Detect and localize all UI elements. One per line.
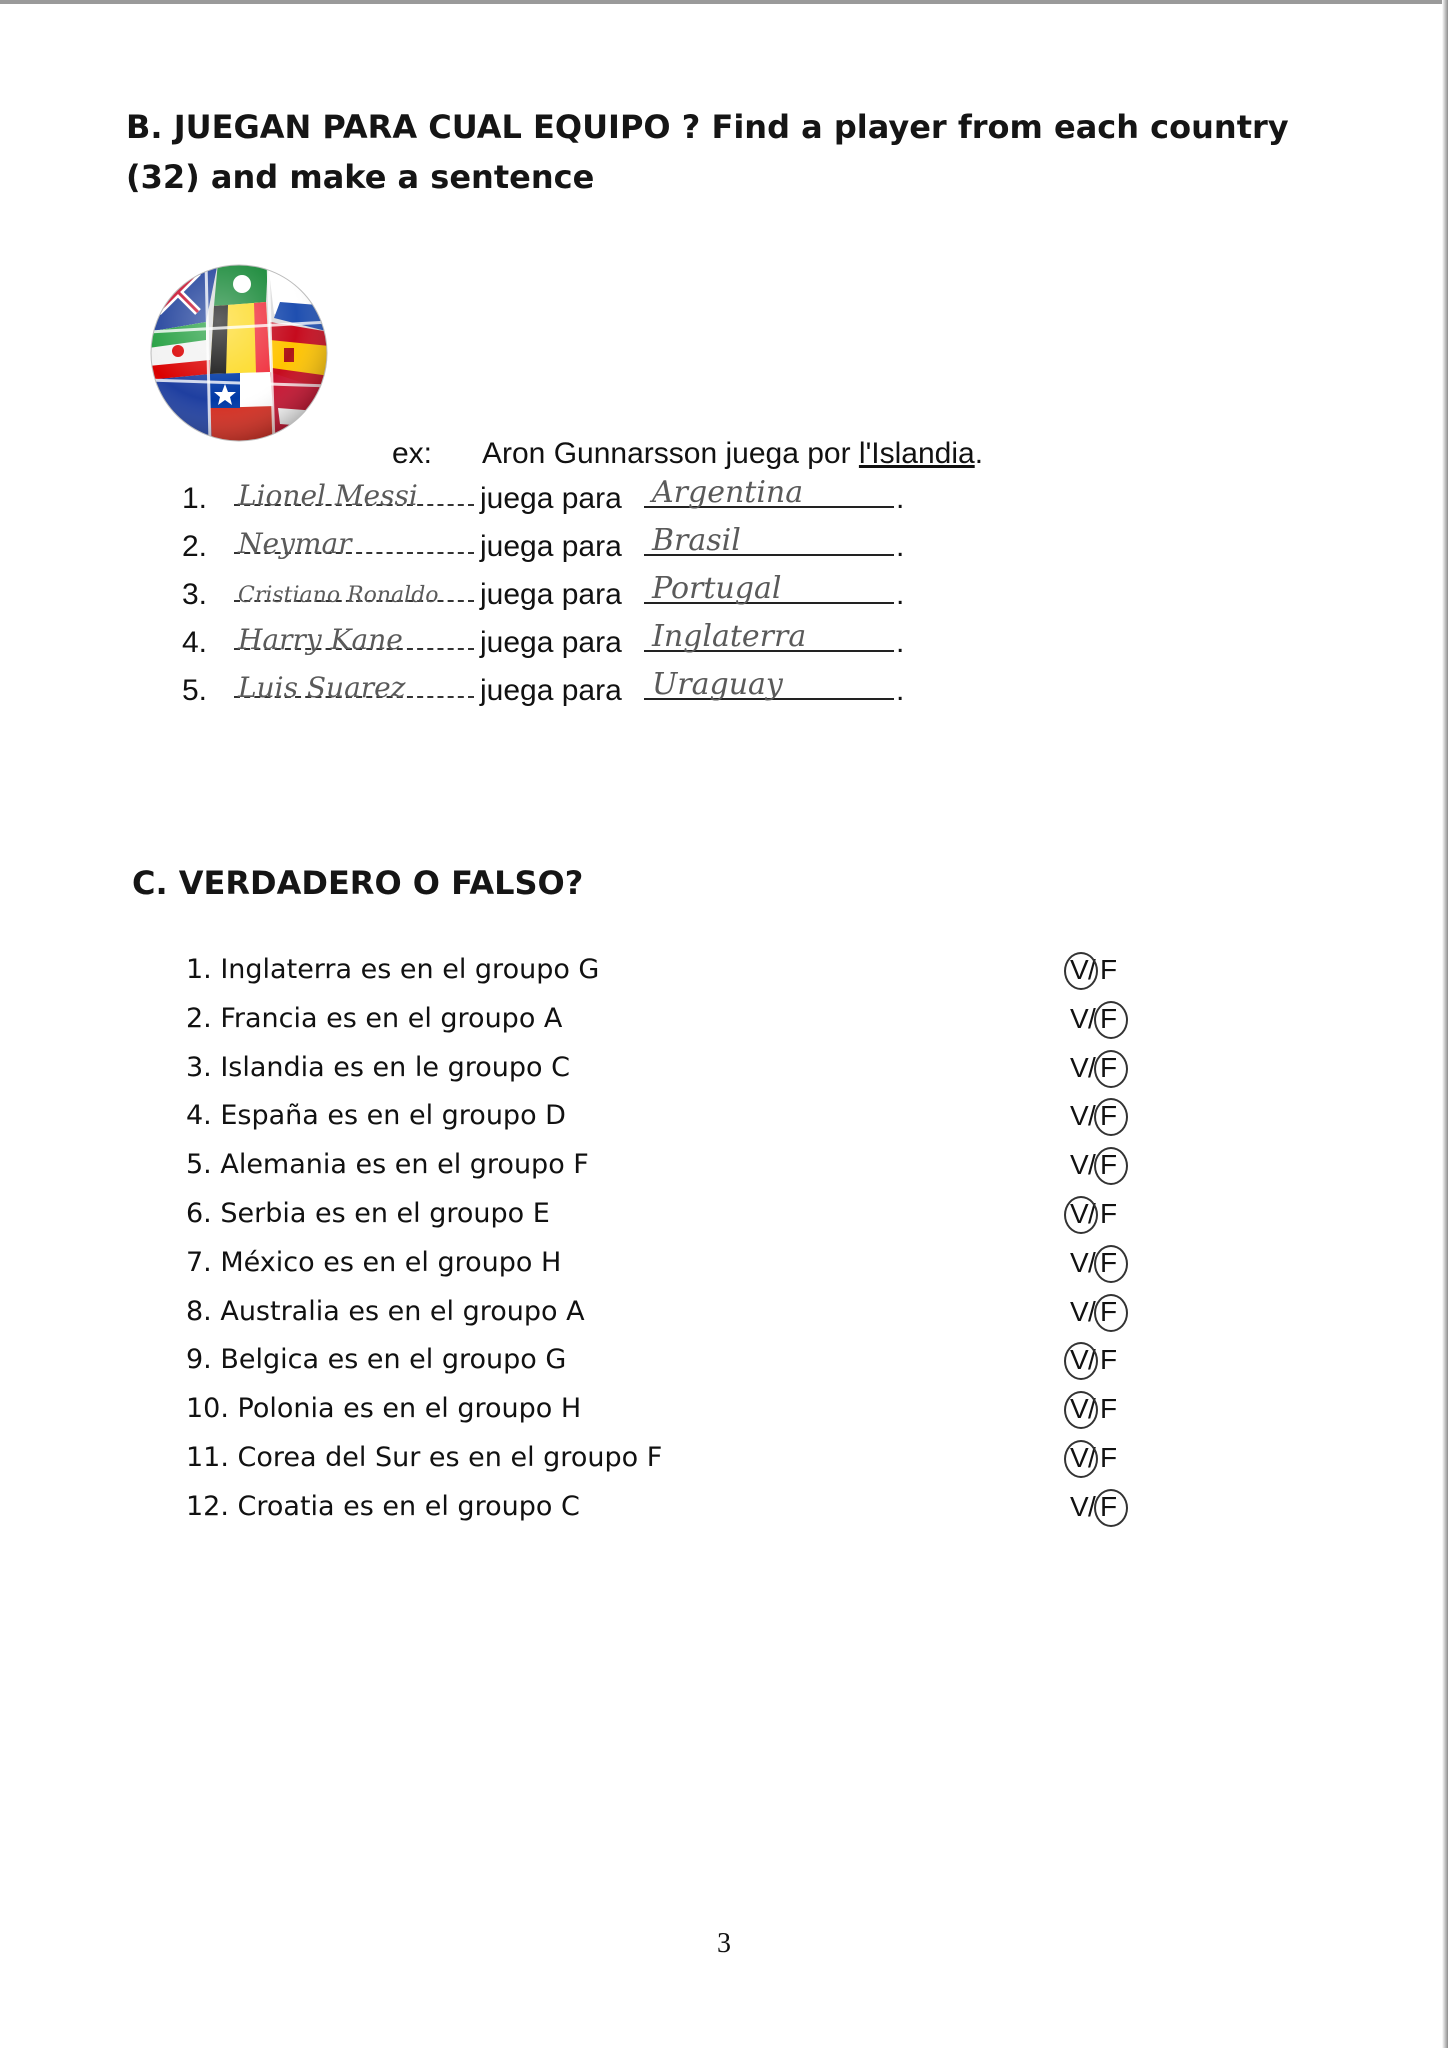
page-number: 3	[717, 1928, 731, 1959]
player-answer[interactable]: Harry Kane	[238, 623, 403, 656]
verb-text: juega para	[480, 578, 622, 611]
section-b-heading: B. JUEGAN PARA CUAL EQUIPO ? Find a player from each country (32) and make a sentence	[126, 108, 1289, 196]
tf-choice[interactable]	[1070, 946, 1140, 994]
answer-row	[182, 616, 942, 664]
tf-statement: 9. Belgica es en el groupo G	[186, 1344, 567, 1376]
tf-item	[186, 1190, 1186, 1238]
answer-row	[182, 472, 942, 520]
tf-item	[186, 1092, 1186, 1140]
true-option[interactable]: V	[1070, 1051, 1089, 1083]
false-option[interactable]: F	[1100, 1393, 1118, 1425]
tf-item	[186, 995, 1186, 1043]
tf-item	[186, 1288, 1186, 1336]
tf-statement: 1. Inglaterra es en el groupo G	[186, 954, 600, 985]
row-number: 4.	[182, 626, 208, 659]
true-option[interactable]: V	[1070, 1490, 1089, 1522]
selection-circle-icon	[1094, 1245, 1128, 1283]
player-answer[interactable]: Lionel Messi	[238, 479, 418, 512]
example-label: ex:	[392, 437, 433, 470]
choice-separator: /	[1088, 954, 1096, 985]
tf-statement: 12. Croatia es en el groupo C	[186, 1490, 580, 1522]
true-option[interactable]: V	[1070, 1246, 1089, 1278]
true-option[interactable]: V	[1070, 954, 1089, 985]
tf-statement: 6. Serbia es en el groupo E	[186, 1198, 550, 1229]
example-country: l'Islandia	[858, 437, 975, 470]
tf-choice[interactable]	[1070, 1336, 1140, 1384]
true-option[interactable]: V	[1070, 1198, 1089, 1229]
false-option[interactable]: F	[1100, 1344, 1118, 1376]
selection-circle-icon	[1064, 1196, 1098, 1234]
true-option[interactable]: V	[1070, 1100, 1089, 1132]
tf-choice[interactable]	[1070, 1385, 1140, 1433]
tf-choice[interactable]	[1070, 1190, 1140, 1238]
tf-item	[186, 1336, 1186, 1384]
selection-circle-icon	[1094, 1489, 1128, 1527]
row-period: .	[896, 674, 905, 707]
choice-separator: /	[1088, 1198, 1096, 1229]
scan-edge-top	[0, 0, 1448, 4]
tf-item	[186, 1483, 1186, 1531]
tf-choice[interactable]	[1070, 1483, 1140, 1531]
true-option[interactable]: V	[1070, 1295, 1089, 1327]
true-option[interactable]: V	[1070, 1002, 1089, 1034]
tf-statement: 2. Francia es en el groupo A	[186, 1002, 563, 1034]
choice-separator: /	[1088, 1051, 1096, 1083]
tf-choice[interactable]	[1070, 1239, 1140, 1287]
scan-edge-right	[1442, 0, 1448, 2048]
example-text	[482, 432, 983, 476]
choice-separator: /	[1088, 1100, 1096, 1132]
false-option[interactable]: F	[1100, 1246, 1118, 1278]
false-option[interactable]: F	[1100, 1051, 1118, 1083]
tf-statement: 4. España es en el groupo D	[186, 1100, 566, 1132]
tf-choice[interactable]	[1070, 1092, 1140, 1140]
true-option[interactable]: V	[1070, 1149, 1089, 1181]
false-option[interactable]: F	[1100, 1295, 1118, 1327]
tf-statement: 11. Corea del Sur es en el groupo F	[186, 1442, 663, 1473]
selection-circle-icon	[1094, 1050, 1128, 1088]
tf-item	[186, 1239, 1186, 1287]
tf-item	[186, 1434, 1186, 1482]
row-number: 1.	[182, 482, 208, 515]
choice-separator: /	[1088, 1344, 1096, 1376]
false-option[interactable]: F	[1100, 1149, 1118, 1181]
country-answer[interactable]: Inglaterra	[652, 619, 807, 654]
tf-statement: 7. México es en el groupo H	[186, 1246, 562, 1278]
false-option[interactable]: F	[1100, 1002, 1118, 1034]
tf-choice[interactable]	[1070, 1044, 1140, 1092]
example-sentence	[392, 432, 1092, 476]
example-prefix: Aron Gunnarsson juega por	[482, 437, 859, 470]
tf-statement: 8. Australia es en el groupo A	[186, 1295, 585, 1327]
selection-circle-icon	[1064, 1391, 1098, 1429]
choice-separator: /	[1088, 1246, 1096, 1278]
answer-row	[182, 664, 942, 712]
tf-item	[186, 946, 1186, 994]
row-period: .	[896, 626, 905, 659]
country-answer[interactable]: Argentina	[652, 475, 804, 510]
country-answer[interactable]: Uraguay	[652, 667, 783, 702]
choice-separator: /	[1088, 1393, 1096, 1425]
player-answer[interactable]: Luis Suarez	[238, 671, 406, 704]
true-option[interactable]: V	[1070, 1344, 1089, 1376]
choice-separator: /	[1088, 1442, 1096, 1473]
tf-choice[interactable]	[1070, 1434, 1140, 1482]
row-number: 3.	[182, 578, 208, 611]
tf-item	[186, 1141, 1186, 1189]
selection-circle-icon	[1094, 1098, 1128, 1136]
choice-separator: /	[1088, 1295, 1096, 1327]
section-c-heading: C. VERDADERO O FALSO?	[132, 864, 584, 902]
verb-text: juega para	[480, 674, 622, 707]
row-period: .	[896, 530, 905, 563]
false-option[interactable]: F	[1100, 1198, 1118, 1229]
selection-circle-icon	[1064, 952, 1098, 990]
false-option[interactable]: F	[1100, 1100, 1118, 1132]
player-answer[interactable]: Cristiano Ronaldo	[238, 583, 439, 608]
flag-soccer-ball-icon	[148, 262, 330, 444]
tf-statement: 3. Islandia es en le groupo C	[186, 1051, 570, 1083]
verb-text: juega para	[480, 482, 622, 515]
tf-choice[interactable]	[1070, 995, 1140, 1043]
true-option[interactable]: V	[1070, 1393, 1089, 1425]
country-answer[interactable]: Portugal	[652, 571, 782, 606]
row-number: 2.	[182, 530, 208, 563]
selection-circle-icon	[1094, 1147, 1128, 1185]
answer-row	[182, 568, 942, 616]
tf-choice[interactable]	[1070, 1288, 1140, 1336]
selection-circle-icon	[1094, 1294, 1128, 1332]
tf-item	[186, 1385, 1186, 1433]
row-number: 5.	[182, 674, 208, 707]
true-option[interactable]: V	[1070, 1442, 1089, 1473]
row-period: .	[896, 482, 905, 515]
verb-text: juega para	[480, 626, 622, 659]
tf-statement: 10. Polonia es en el groupo H	[186, 1393, 582, 1425]
tf-choice[interactable]	[1070, 1141, 1140, 1189]
country-answer[interactable]: Brasil	[652, 523, 741, 558]
false-option[interactable]: F	[1100, 1490, 1118, 1522]
example-end: .	[974, 437, 984, 470]
selection-circle-icon	[1064, 1440, 1098, 1478]
answer-row	[182, 520, 942, 568]
choice-separator: /	[1088, 1149, 1096, 1181]
choice-separator: /	[1088, 1490, 1096, 1522]
tf-item	[186, 1044, 1186, 1092]
player-answer[interactable]: Neymar	[238, 527, 352, 560]
selection-circle-icon	[1094, 1001, 1128, 1039]
verb-text: juega para	[480, 530, 622, 563]
false-option[interactable]: F	[1100, 1442, 1118, 1473]
false-option[interactable]: F	[1100, 954, 1118, 985]
tf-statement: 5. Alemania es en el groupo F	[186, 1149, 589, 1181]
row-period: .	[896, 578, 905, 611]
choice-separator: /	[1088, 1002, 1096, 1034]
